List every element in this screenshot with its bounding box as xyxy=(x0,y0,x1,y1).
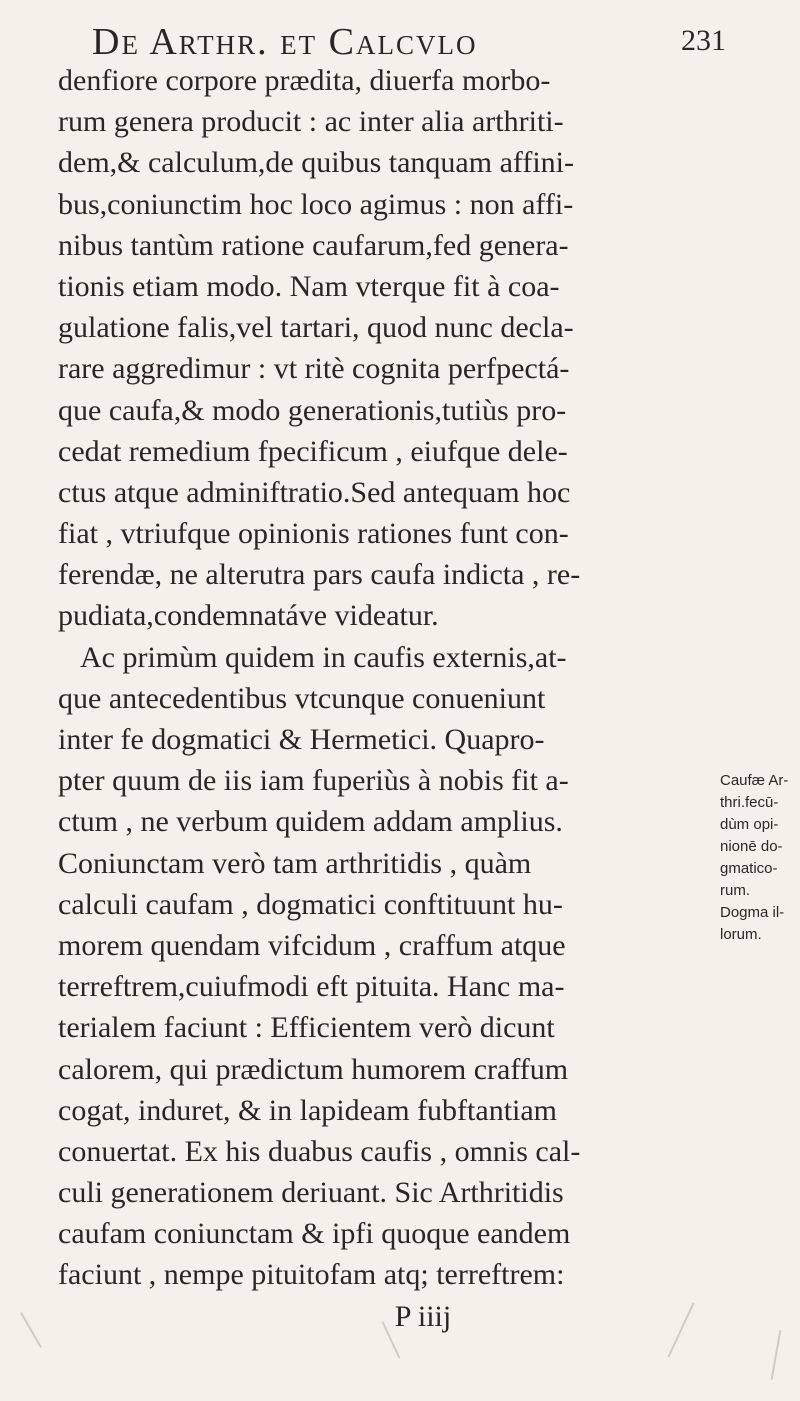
body-text xyxy=(58,60,718,1337)
text-line: calculi caufam , dogmatici conftituunt hu- xyxy=(58,887,563,921)
text-line: nibus tantùm ratione caufarum,fed genera- xyxy=(58,228,569,262)
text-line: pudiata,condemnatáve videatur. xyxy=(58,599,439,633)
margin-note-line: Caufæ Ar- xyxy=(720,772,789,789)
text-line: Coniunctam verò tam arthritidis , quàm xyxy=(58,846,532,880)
margin-note-line: Dogma il- xyxy=(720,904,785,921)
text-line: bus,coniunctim hoc loco agimus : non affi- xyxy=(58,187,574,221)
margin-note-line: lorum. xyxy=(720,926,762,943)
text-line: ctus atque adminiftratio.Sed antequam hoc xyxy=(58,475,571,509)
text-line: faciunt , nempe pituitofam atq; terreftrem: xyxy=(58,1258,565,1292)
running-title: De Arthr. et Calcvlo xyxy=(92,21,478,63)
text-line: tionis etiam modo. Nam vterque fit à coa- xyxy=(58,269,560,303)
text-line: fiat , vtriufque opinionis rationes funt con- xyxy=(58,517,569,551)
text-line: denfiore corpore prædita, diuerfa morbo- xyxy=(58,64,551,97)
paragraph-start-line: Ac primùm quidem in caufis externis,at- xyxy=(80,640,567,674)
text-line: terialem faciunt : Efficientem verò dicunt xyxy=(58,1011,555,1045)
text-line: dem,& calculum,de quibus tanquam affini- xyxy=(58,146,574,180)
text-line: que caufa,& modo generationis,tutiùs pro- xyxy=(58,393,567,427)
text-line: cogat, induret, & in lapideam fubftantiam xyxy=(58,1093,558,1127)
margin-note-line: gmatico- xyxy=(720,860,778,877)
text-line: pter quum de iis iam fuperiùs à nobis fit a- xyxy=(58,764,569,798)
text-line: ferendæ, ne alterutra pars caufa indicta , re- xyxy=(58,558,581,592)
signature-mark: P iiij xyxy=(394,1299,452,1333)
text-line: rare aggredimur : vt ritè cognita perfpectá- xyxy=(58,352,570,386)
margin-note-line: dùm opi- xyxy=(720,816,779,833)
margin-note-line: rum. xyxy=(720,882,750,899)
paper-crease-mark xyxy=(771,1330,782,1380)
text-line: inter fe dogmatici & Hermetici. Quapro- xyxy=(58,723,545,756)
text-line: conuertat. Ex his duabus caufis , omnis cal- xyxy=(58,1134,581,1168)
paper-crease-mark xyxy=(20,1312,42,1348)
text-line: terreftrem,cuiufmodi eft pituita. Hanc ma- xyxy=(58,970,565,1004)
text-line: rum genera producit : ac inter alia arthriti- xyxy=(58,105,564,139)
text-line: que antecedentibus vtcunque conueniunt xyxy=(58,681,546,715)
text-line: calorem, qui prædictum humorem craffum xyxy=(58,1052,569,1086)
margin-note-line: nionē do- xyxy=(720,838,783,855)
margin-note-line: thri.fecū- xyxy=(720,794,779,811)
text-line: morem quendam vifcidum , craffum atque xyxy=(58,928,566,962)
text-line: caufam coniunctam & ipfi quoque eandem xyxy=(58,1217,571,1251)
text-line: culi generationem deriuant. Sic Arthritidis xyxy=(58,1176,564,1210)
text-line: cedat remedium fpecificum , eiufque dele- xyxy=(58,434,568,468)
page-number: 231 xyxy=(681,24,726,57)
text-line: gulatione falis,vel tartari, quod nunc decla- xyxy=(58,311,574,345)
marginal-note xyxy=(720,770,798,946)
text-line: ctum , ne verbum quidem addam amplius. xyxy=(58,805,563,839)
